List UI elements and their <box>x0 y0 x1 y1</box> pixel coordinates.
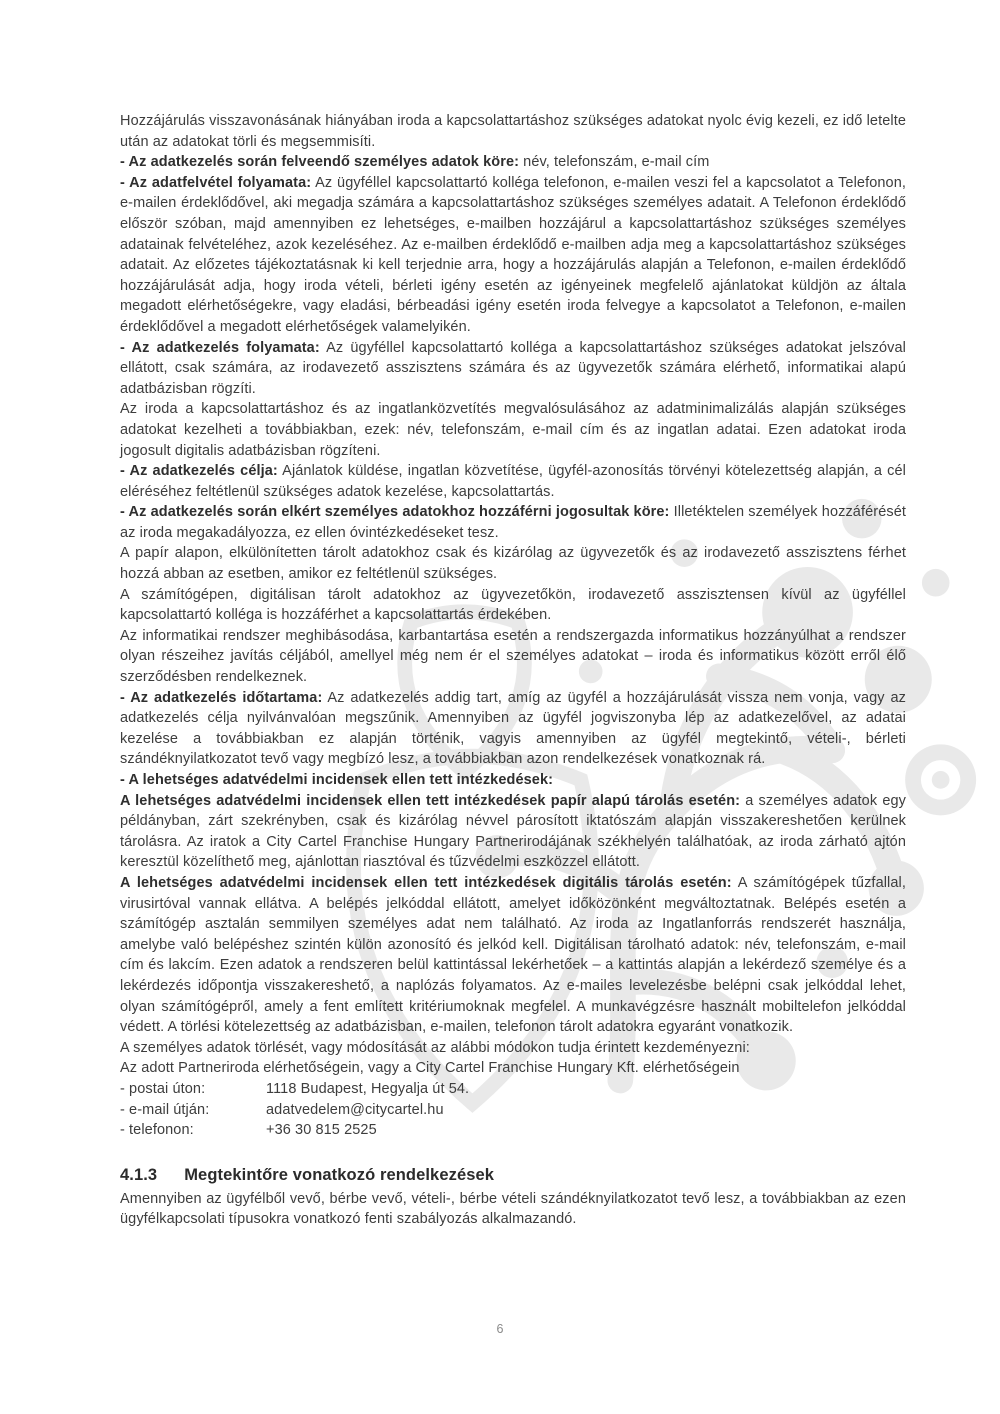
page-number: 6 <box>496 1322 504 1336</box>
paragraph <box>120 1058 906 1079</box>
bold-text-run: A lehetséges adatvédelmi incidensek ellen tett intézkedések papír alapú tárolás esetén: <box>120 792 741 809</box>
text-run: Az iroda a kapcsolattartáshoz és az ingatlanközvetítés megvalósulásához az adatminimalizálás alapján szükséges adatokat kezelheti a továbbiakban, ezek: név, telefonszám, e-mail cím és az ingatlan adatai. Ezen adatokat iroda jogosult digitalis adatbázisban rögzíteni. <box>120 401 906 459</box>
postal-address: 1118 Budapest, Hegyalja út 54. <box>266 1080 470 1097</box>
text-run: A személyes adatok törlését, vagy módosítását az alábbi módokon tudja érintett kezdeményezni: <box>120 1039 750 1056</box>
paragraph <box>120 873 906 1038</box>
paragraph <box>120 688 906 770</box>
page-content <box>120 111 906 1230</box>
bold-text-run: - Az adatkezelés folyamata: <box>120 339 320 356</box>
contact-row <box>120 1120 906 1141</box>
paragraph <box>120 399 906 461</box>
bold-text-run: A lehetséges adatvédelmi incidensek ellen tett intézkedések digitális tárolás esetén: <box>120 874 732 891</box>
contact-row <box>120 1100 906 1121</box>
contact-label: - e-mail útján: <box>120 1101 210 1118</box>
text-run: Az informatikai rendszer meghibásodása, karbantartása esetén a rendszergazda informatikus hozzányúlhat a rendszer olyan részeihez javítás céljából, amellyel még nem ér el személyes adatokat – iroda és informatikus között erről élő szerződésben rendelkeznek. <box>120 627 906 686</box>
text-run: A számítógépek tűzfallal, virusirtóval vannak ellátva. A belépés jelkóddal ellátott, amelyet időközönként megváltoztatnak. Belépés esetén a számítógép asztalán semmilyen személyes adat nem található. Az iroda az Ingatlanforrás rendszerét használja, amelybe való belépéshez szintén külön azonosító és jelkód kell. Digitálisan tárolható adatok: név, telefonszám, e-mail cím és lakcím. Ezen adatok a rendszeren belül kattintással lekérhetőek – a kattintás alapján a lekérdező személye és a lekérdezés időpontja visszakereshető, a naplózás folyamatos. Az e-mailes levelezésbe belépni csak jelkóddal lehet, olyan számítógépről, amely a fent említett kritériumoknak megfelel. A munkavégzésre használt mobiltelefon jelkóddal védett. A törlési kötelezettség az adatbázisban, e-mailen, telefonon tárolt adatokra egyaránt vonatkozik. <box>120 874 906 1036</box>
text-run: Az ügyféllel kapcsolattartó kolléga telefonon, e-mailen veszi fel a kapcsolatot a Telefonon, e-mailen érdeklődővel, aki megadja számára a kapcsolattartáshoz szükséges személyes adatait. A Telefonon érdeklődő először szóban, majd amennyiben ez lehetséges, e-mailben hozzájárul a kapcsolattartáshoz szükséges személyes adatainak felvételéhez, azok kezeléséhez. Az e-mailben érdeklődő e-mailben adja meg a kapcsolattartáshoz szükséges adatait. Az előzetes tájékoztatásnak ki kell terjednie arra, hogy a hozzájárulás alapján a Telefonon, e-mailen érdeklődő hozzájárulását adja, hogy iroda vételi, bérleti igény esetén az igényeinek megfelelő ajánlatokat küldjön az általa megadott elérhetőségekre, vagy eladási, bérbeadási igény esetén iroda felvegye a kapcsolatot a Telefonon, e-mailen érdeklődővel a megadott elérhetőségek valamelyikén. <box>120 174 906 335</box>
bold-text-run: - Az adatkezelés időtartama: <box>120 689 323 706</box>
section-number: 4.1.3 <box>120 1165 158 1184</box>
paragraph <box>120 111 906 152</box>
contact-label: - telefonon: <box>120 1122 194 1139</box>
text-run: a személyes adatok egy példányban, zárt szekrényben, csak és kizárólag névvel párosított iktatószám alapján visszakereshetően kerülnek tárolásra. Az iratok a City Cartel Franchise Hungary Partnerirodájának székhelyén találhatóak, az iroda zárható ajtón keresztül közelíthető meg, ajánlottan riasztóval és tűzvédelmi eszközzel ellátott. <box>120 792 906 871</box>
bold-text-run: - Az adatkezelés során felveendő személyes adatok köre: <box>120 154 520 171</box>
contact-row <box>120 1079 906 1100</box>
text-run: Az adott Partneriroda elérhetőségein, vagy a City Cartel Franchise Hungary Kft. elérhetőségein <box>120 1060 740 1077</box>
bold-text-run: - Az adatfelvétel folyamata: <box>120 174 312 191</box>
paragraph <box>120 791 906 873</box>
text-run: Az adatkezelés addig tart, amíg az ügyfél a hozzájárulását vissza nem vonja, vagy az adatkezelés célja nyilvánvalóan megszűnik. Amennyiben az ügyfél jogviszonyba lép az adatkezelővel, az adatai kezelése a továbbiakban ez alapján történik, vagyis amennyiben az ügyfél megtekintő, vételi-, bérleti szándéknyilatkozatot tevő vagy megbízó lesz, a továbbiakban azon rendelkezések vonatkoznak rá. <box>120 689 906 768</box>
bold-text-run: - A lehetséges adatvédelmi incidensek ellen tett intézkedések: <box>120 772 554 788</box>
contact-list <box>120 1079 906 1141</box>
section-title: Megtekintőre vonatkozó rendelkezések <box>184 1165 495 1184</box>
text-run: Az ügyféllel kapcsolattartó kolléga a kapcsolattartáshoz szükséges adatokat jelszóval ellátott, csak számára, az irodavezető asszisztens számára és az ügyvezetők számára elérhető, informatikai alapú adatbázisban rögzíti. <box>120 339 907 397</box>
paragraph <box>120 173 906 338</box>
paragraph <box>120 1038 906 1059</box>
paragraph <box>120 626 906 688</box>
section-heading <box>120 1165 906 1186</box>
bold-text-run: - Az adatkezelés során elkért személyes adatokhoz hozzáférni jogosultak köre: <box>120 504 670 521</box>
phone-number: +36 30 815 2525 <box>266 1122 377 1139</box>
text-run: név, telefonszám, e-mail cím <box>519 154 710 171</box>
paragraph <box>120 338 906 400</box>
text-run: Illetéktelen személyek hozzáférését az iroda megakadályozza, ez ellen óvintézkedéseket tesz. <box>120 504 907 541</box>
paragraph <box>120 461 906 502</box>
text-run: A papír alapon, elkülönítetten tárolt adatokhoz csak és kizárólag az ügyvezetők és az irodavezető asszisztens férhet hozzá abban az esetben, amikor ez feltétlenül szükséges. <box>120 545 906 583</box>
paragraph <box>120 770 906 791</box>
closing-paragraph: Amennyiben az ügyfélből vevő, bérbe vevő, vételi-, bérbe vételi szándéknyilatkozatot tevő lesz, a továbbiakban az ezen ügyfélkapcsolati típusokra vonatkozó fenti szabályozás alkalmazandó. <box>120 1190 906 1228</box>
text-run: A számítógépen, digitálisan tárolt adatokhoz az ügyvezetőkön, irodavezető asszisztensen kívül az ügyféllel kapcsolattartó kolléga is hozzáférhet a kapcsolattartás érdekében. <box>120 586 906 624</box>
contact-label: - postai úton: <box>120 1080 206 1097</box>
paragraph <box>120 585 906 626</box>
bold-text-run: - Az adatkezelés célja: <box>120 463 278 480</box>
text-run: Hozzájárulás visszavonásának hiányában iroda a kapcsolattartáshoz szükséges adatokat nyolc évig kezeli, ez idő letelte után az adatokat törli és megsemmisíti. <box>120 113 906 150</box>
text-run: Ajánlatok küldése, ingatlan közvetítése, ügyfél-azonosítás törvényi kötelezettség alapján, a cél eléréséhez feltétlenül szükséges adatok kezelése, kapcsolattartás. <box>120 463 906 500</box>
body-paragraphs <box>120 111 906 1079</box>
email-address: adatvedelem@citycartel.hu <box>266 1101 444 1118</box>
paragraph <box>120 502 906 543</box>
paragraph <box>120 152 906 173</box>
paragraph <box>120 543 906 584</box>
